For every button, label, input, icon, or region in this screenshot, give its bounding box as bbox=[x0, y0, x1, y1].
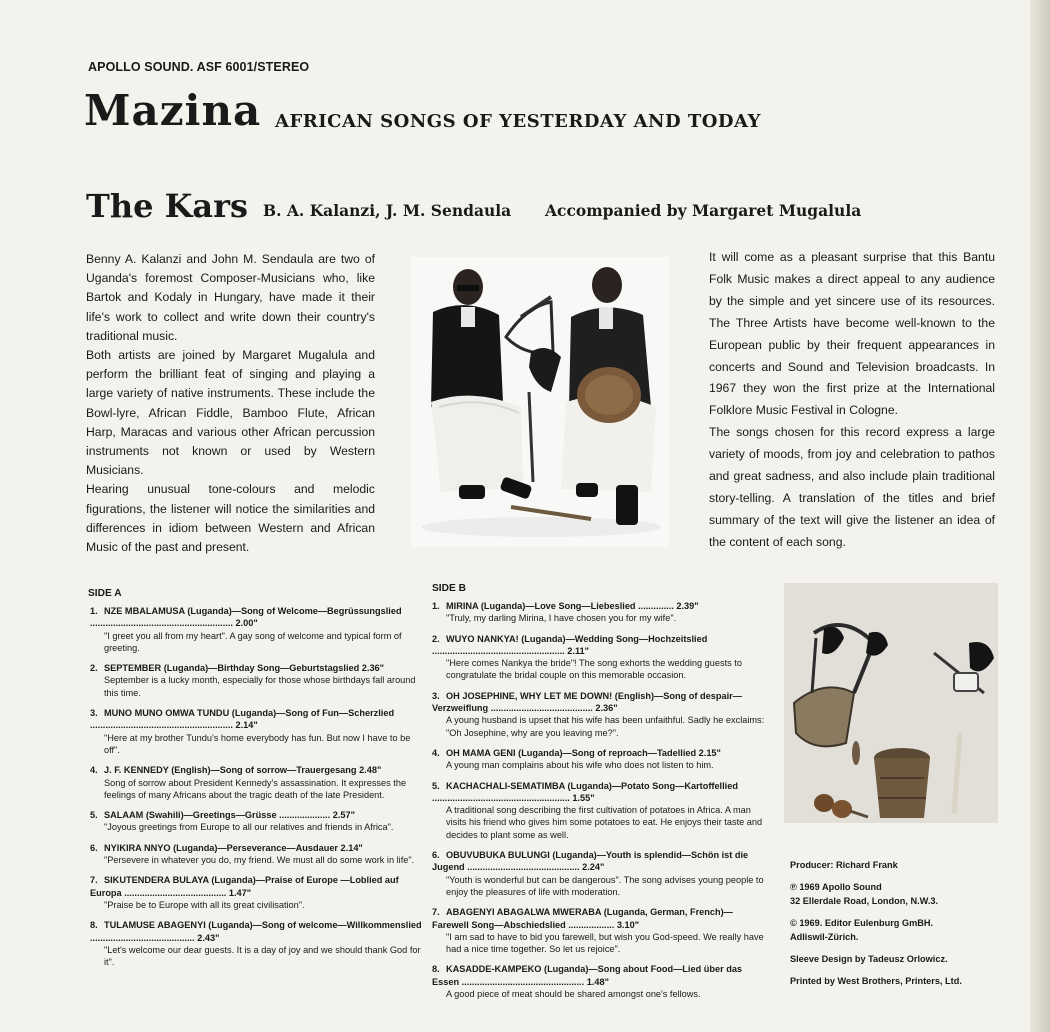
track-description: A young man complains about his wife who does not listen to him. bbox=[446, 760, 714, 771]
track-title-text: KACHACHALI-SEMATIMBA (Luganda)—Potato Song—Kartoffellied ...................................................... 1.55" bbox=[432, 780, 738, 803]
track-title-text: J. F. KENNEDY (English)—Song of sorrow—Trauergesang 2.48" bbox=[104, 765, 382, 776]
track-description: "Persevere in whatever you do, my friend. We must all do some work in life". bbox=[104, 855, 415, 866]
track-title-text: MIRINA (Luganda)—Love Song—Liebeslied .............. 2.39" bbox=[446, 601, 699, 611]
track-description: A young husband is upset that his wife has been unfaithful. Sadly he exclaims: "Oh Josephine, why are you leaving me?". bbox=[446, 715, 765, 738]
track-number: 5. bbox=[432, 780, 440, 791]
printer-credit: Printed by West Brothers, Printers, Ltd. bbox=[790, 975, 962, 986]
track-title bbox=[432, 906, 767, 931]
track-description: "Let's welcome our dear guests. It is a day of joy and we should thank God for it". bbox=[104, 944, 421, 968]
track-item bbox=[90, 874, 425, 911]
track-title bbox=[432, 780, 767, 805]
track-description: A good piece of meat should be shared amongst one's fellows. bbox=[446, 989, 701, 1000]
track-title bbox=[432, 690, 767, 715]
track-title-text: SIKUTENDERA BULAYA (Luganda)—Praise of Europe —Loblied auf Europa ........................................ 1.47" bbox=[90, 875, 399, 898]
track-number: 1. bbox=[90, 606, 98, 616]
intro-left-column bbox=[86, 250, 375, 557]
track-item bbox=[432, 600, 767, 625]
intro-paragraph: The songs chosen for this record express a large variety of moods, from joy and celebration to pathos and great sadness, and also include plain traditional story-telling. A translation of the titles and brief summary of the text will give the listener an idea of the content of each song. bbox=[709, 425, 995, 549]
track-number: 7. bbox=[90, 875, 98, 886]
track-title-text: OBUVUBUKA BULUNGI (Luganda)—Youth is splendid—Schön ist die Jugend ............................................ 2.24" bbox=[432, 850, 749, 873]
track-item bbox=[90, 919, 425, 968]
track-description: "Here at my brother Tundu's home everybody has fun. But now I have to be off". bbox=[104, 732, 411, 755]
producer-credit: Producer: Richard Frank bbox=[790, 860, 898, 870]
intro-paragraph: Hearing unusual tone-colours and melodic figurations, the listener will notice the similarities and differences in idiom between Western and African Music of the past and present. bbox=[86, 482, 375, 555]
instruments-illustration bbox=[784, 583, 998, 823]
track-item bbox=[432, 849, 767, 898]
track-title-text: KASADDE-KAMPEKO (Luganda)—Song about Food—Lied über das Essen ................................................ 1.48" bbox=[432, 964, 743, 987]
track-description: "Joyous greetings from Europe to all our relatives and friends in Africa". bbox=[104, 822, 394, 833]
track-title-text: WUYO NANKYA! (Luganda)—Wedding Song—Hochzeitslied .................................................... 2.11" bbox=[432, 633, 708, 656]
side-a-heading: SIDE A bbox=[88, 588, 122, 599]
track-number: 7. bbox=[432, 907, 440, 918]
track-description: September is a lucky month, especially for those whose birthdays fall around this time. bbox=[104, 675, 416, 698]
album-subtitle: AFRICAN SONGS OF YESTERDAY AND TODAY bbox=[275, 111, 761, 132]
track-number: 2. bbox=[90, 663, 98, 674]
track-number: 1. bbox=[432, 601, 440, 611]
track-item bbox=[432, 963, 767, 1000]
musicians-illustration bbox=[411, 257, 669, 547]
track-item bbox=[432, 780, 767, 841]
track-description: "Youth is wonderful but can be dangerous". The song advises young people to enjoy the pleasures of life with moderation. bbox=[446, 874, 764, 897]
track-title bbox=[432, 600, 767, 612]
track-description: A traditional song describing the first cultivation of potatoes in Africa. A man visits his friend who gives him some potatoes to eat. He enjoys their taste and decides to plant some as well. bbox=[446, 805, 763, 840]
sleeve-edge bbox=[1030, 0, 1050, 1032]
track-title bbox=[90, 919, 425, 944]
track-number: 3. bbox=[432, 690, 440, 701]
track-item bbox=[90, 662, 425, 699]
track-number: 5. bbox=[90, 810, 98, 821]
track-item bbox=[90, 605, 425, 654]
track-number: 8. bbox=[432, 964, 440, 975]
group-members: B. A. Kalanzi, J. M. Sendaula bbox=[263, 201, 512, 220]
credits-block bbox=[790, 858, 990, 995]
copyright-publisher: © 1969. Editor Eulenburg GmBH. bbox=[790, 917, 934, 928]
intro-paragraph: Both artists are joined by Margaret Mugalula and perform the brilliant feat of singing and playing a large variety of native instruments. These include the Bowl-lyre, African Fiddle, Bamboo Flute, African Harp, Maracas and various other African percussion instruments not known or used by Western Musicians. bbox=[86, 348, 375, 478]
track-title bbox=[90, 707, 425, 732]
track-title bbox=[90, 809, 425, 821]
intro-paragraph: It will come as a pleasant surprise that this Bantu Folk Music makes a direct appeal to any audience by the simple and yet sincere use of its resources. The Three Artists have become well-known to the European public by their frequent appearances in concerts and Sound and Television broadcasts. In 1967 they won the first prize at the International Folklore Music Festival in Cologne. bbox=[709, 250, 995, 418]
track-title bbox=[90, 842, 425, 854]
track-title-text: OH MAMA GENI (Luganda)—Song of reproach—Tadellied 2.15" bbox=[446, 747, 721, 758]
instruments-photo bbox=[784, 583, 998, 823]
group-name: The Kars bbox=[86, 187, 248, 225]
track-title-text: TULAMUSE ABAGENYI (Luganda)—Song of welcome—Willkommenslied ......................................... 2.43" bbox=[90, 920, 422, 943]
album-title: Mazina bbox=[84, 86, 262, 135]
track-number: 2. bbox=[432, 633, 440, 644]
intro-paragraph: Benny A. Kalanzi and John M. Sendaula are two of Uganda's foremost Composer-Musicians who, like Bartok and Kodaly in Hungary, have made it their life's work to collect and write down their country's traditional music. bbox=[86, 252, 375, 343]
track-title bbox=[432, 633, 767, 658]
sleeve-design-credit: Sleeve Design by Tadeusz Orlowicz. bbox=[790, 953, 948, 964]
track-number: 8. bbox=[90, 920, 98, 931]
track-title bbox=[90, 764, 425, 776]
track-item bbox=[90, 764, 425, 801]
phonographic-copyright: ℗ 1969 Apollo Sound bbox=[790, 881, 882, 892]
track-title-text: SALAAM (Swahili)—Greetings—Grüsse .................... 2.57" bbox=[104, 810, 355, 821]
track-description: "Praise be to Europe with all its great civilisation". bbox=[104, 899, 305, 910]
track-description: "I am sad to have to bid you farewell, but wish you God-speed. We really have had a nice time together. So let us rejoice". bbox=[446, 931, 764, 955]
track-number: 6. bbox=[432, 850, 440, 861]
track-title bbox=[432, 747, 767, 759]
catalog-number: APOLLO SOUND. ASF 6001/STEREO bbox=[88, 60, 310, 74]
side-b-tracklist bbox=[432, 600, 767, 1008]
track-description: Song of sorrow about President Kennedy's assassination. It expresses the feelings of many Africans about the tragic death of the late President. bbox=[104, 777, 407, 800]
track-number: 3. bbox=[90, 708, 98, 719]
track-item bbox=[432, 690, 767, 739]
musicians-photo bbox=[411, 257, 669, 547]
side-b-heading: SIDE B bbox=[432, 583, 466, 594]
track-title bbox=[90, 662, 425, 674]
track-item bbox=[432, 906, 767, 955]
track-item bbox=[90, 809, 425, 834]
track-title bbox=[90, 605, 425, 630]
track-number: 4. bbox=[90, 765, 98, 776]
track-title bbox=[90, 874, 425, 899]
track-title bbox=[432, 849, 767, 874]
track-number: 6. bbox=[90, 842, 98, 853]
label-address: 32 Ellerdale Road, London, N.W.3. bbox=[790, 896, 939, 907]
track-title-text: ABAGENYI ABAGALWA MWERABA (Luganda, German, French)—Farewell Song—Abschiedslied .................. 3.10" bbox=[432, 907, 733, 930]
track-title-text: NYIKIRA NNYO (Luganda)—Perseverance—Ausdauer 2.14" bbox=[104, 842, 363, 853]
track-description: "Here comes Nankya the bride"! The song exhorts the wedding guests to congratulate the bridal couple on this memorable occasion. bbox=[446, 658, 742, 681]
side-a-tracklist bbox=[90, 605, 425, 976]
track-description: "Truly, my darling Mirina, I have chosen you for my wife". bbox=[446, 613, 677, 624]
track-title-text: SEPTEMBER (Luganda)—Birthday Song—Geburtstagslied 2.36" bbox=[104, 663, 385, 674]
track-title-text: OH JOSEPHINE, WHY LET ME DOWN! (English)—Song of despair—Verzweiflung ........................................ 2.36" bbox=[432, 690, 742, 714]
track-item bbox=[432, 633, 767, 682]
track-number: 4. bbox=[432, 747, 440, 758]
track-item bbox=[432, 747, 767, 772]
track-title-text: NZE MBALAMUSA (Luganda)—Song of Welcome—Begrüssungslied ........................................................ 2.00" bbox=[90, 606, 402, 629]
publisher-city: Adliswil-Zürich. bbox=[790, 932, 859, 943]
intro-right-column bbox=[709, 247, 995, 554]
accompanied-by: Accompanied by Margaret Mugalula bbox=[545, 201, 862, 220]
track-item bbox=[90, 842, 425, 867]
track-description: "I greet you all from my heart". A gay song of welcome and typical form of greeting. bbox=[104, 630, 402, 653]
track-item bbox=[90, 707, 425, 756]
track-title-text: MUNO MUNO OMWA TUNDU (Luganda)—Song of Fun—Scherzlied ........................................................ 2.14" bbox=[90, 708, 395, 731]
track-title bbox=[432, 963, 767, 988]
